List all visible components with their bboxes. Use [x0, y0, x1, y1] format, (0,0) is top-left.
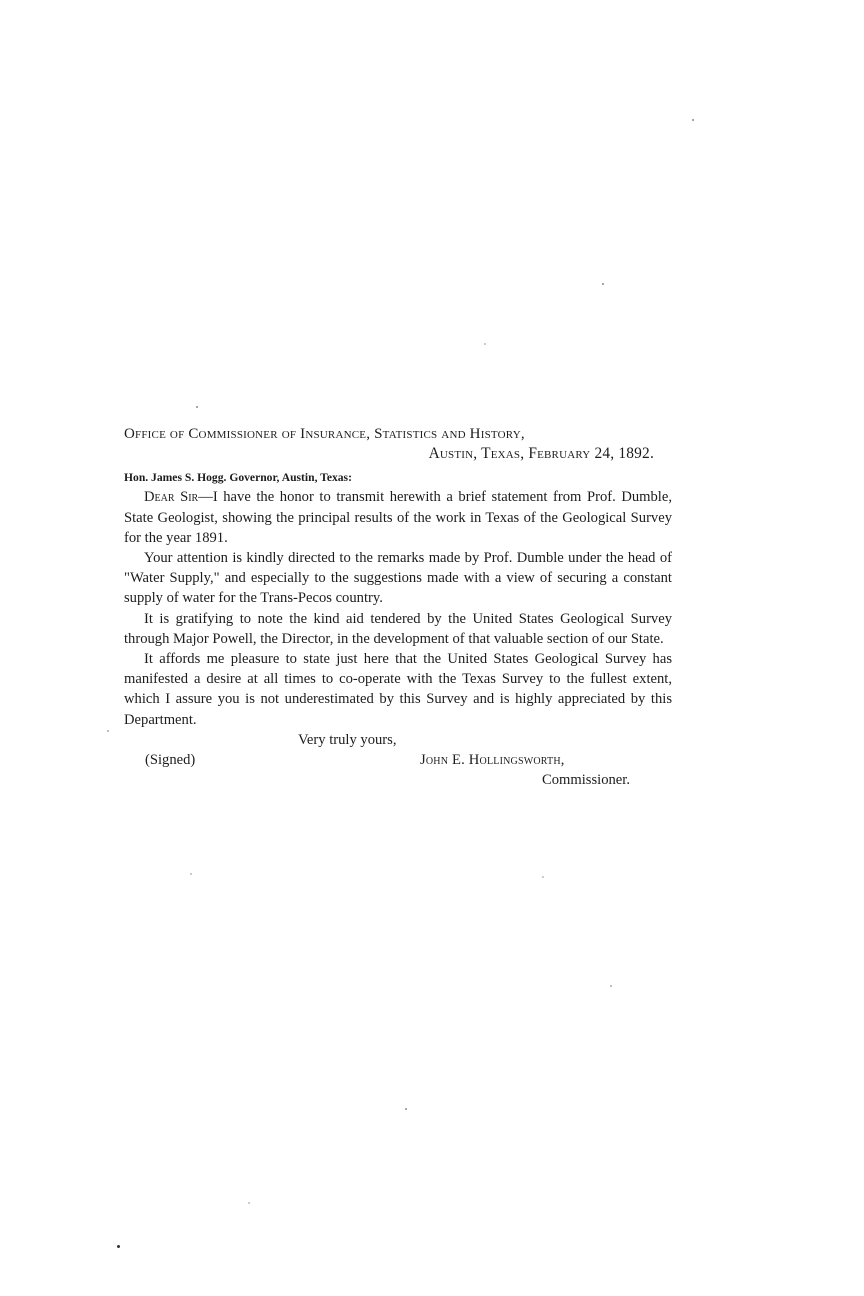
paragraph-1-text: —I have the honor to transmit herewith a brief statement from Prof. Dumble, State Geologist, showing the principal results of the work in Texas of the Geological Survey for the year 1891. — [124, 489, 672, 546]
scan-speck — [196, 406, 198, 408]
scan-speck — [190, 873, 192, 875]
scan-speck — [610, 985, 612, 987]
paragraph-2: Your attention is kindly directed to the remarks made by Prof. Dumble under the head of "Water Supply," and especially to the suggestions made with a view of securing a constant supply of water for the Trans-Pecos country. — [124, 550, 672, 607]
paragraph-3: It is gratifying to note the kind aid tendered by the United States Geological Survey through Major Powell, the Director, in the development of that valuable section of our State. — [124, 610, 672, 647]
scan-speck — [405, 1108, 407, 1110]
scan-speck — [692, 119, 694, 121]
signature-row — [124, 750, 672, 770]
scan-speck — [107, 730, 109, 732]
scan-speck — [117, 1245, 120, 1248]
signer-name: John E. Hollingsworth, — [420, 752, 565, 769]
addressee: Hon. James S. Hogg. Governor, Austin, Texas: — [124, 471, 352, 485]
closing: Very truly yours, — [298, 731, 397, 748]
signed-note: (Signed) — [145, 752, 196, 769]
scan-speck — [542, 876, 544, 878]
scan-speck — [248, 1202, 250, 1204]
signer-title: Commissioner. — [542, 772, 630, 789]
signer-title-row — [124, 770, 672, 790]
paragraph-4: It affords me pleasure to state just here that the United States Geological Survey has manifested a desire at all times to co-operate with the Texas Survey to the fullest extent, which I assure you is not underestimated by this Survey and is highly appreciated by this Department. — [124, 651, 672, 728]
salutation: Dear Sir — [144, 489, 199, 506]
office-heading: Office of Commissioner of Insurance, Statistics and History, — [124, 426, 525, 442]
scan-speck — [484, 343, 486, 345]
scan-speck — [602, 283, 604, 285]
transmittal-letter — [124, 424, 672, 790]
paragraph-1 — [124, 487, 672, 548]
dateline: Austin, Texas, February 24, 1892. — [428, 445, 654, 463]
